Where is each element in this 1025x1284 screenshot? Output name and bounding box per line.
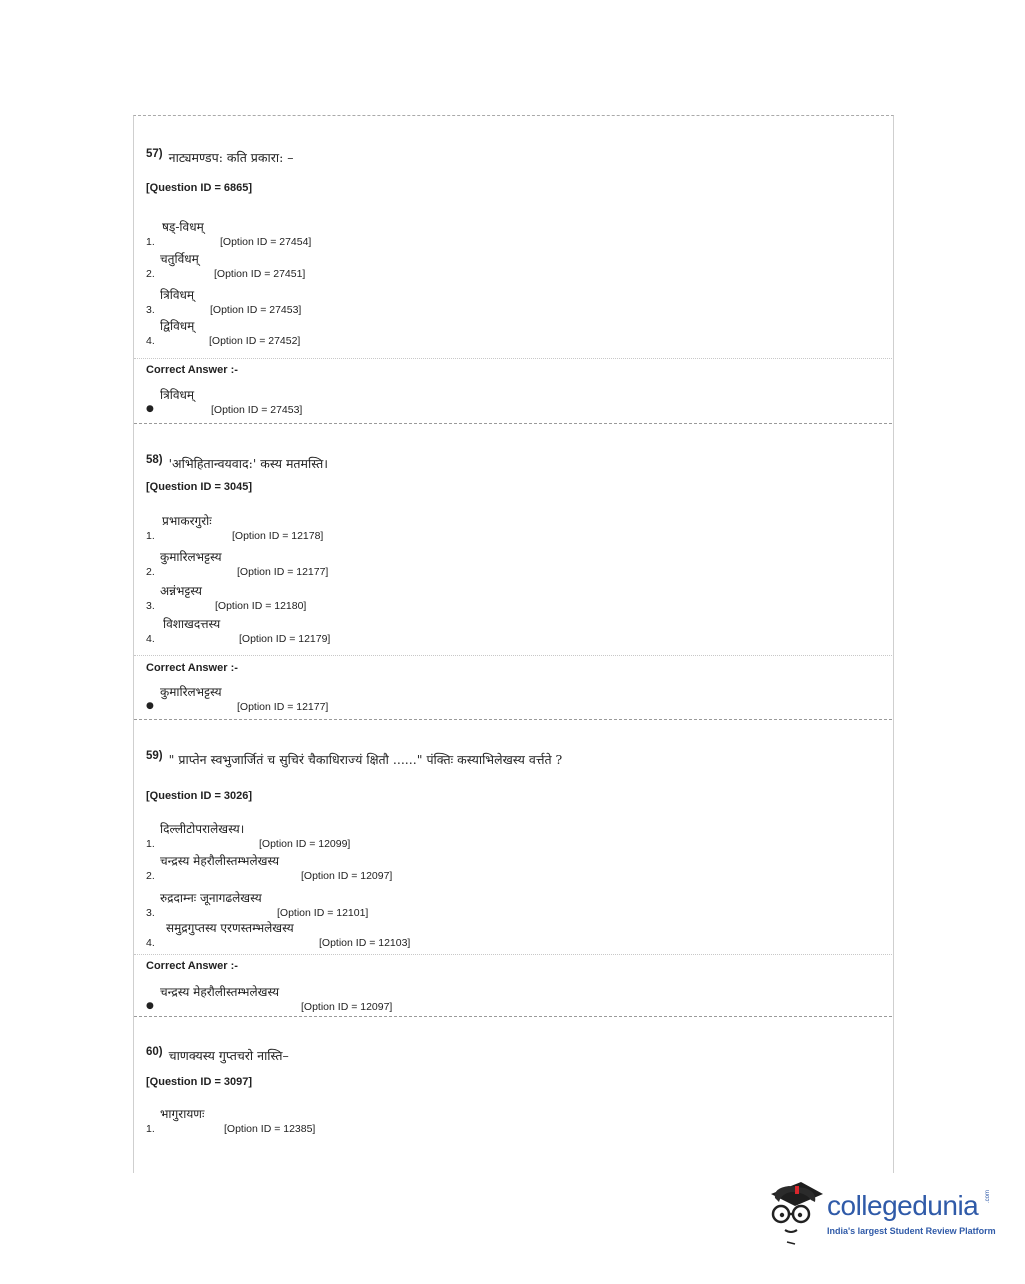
correct-answer-text: चन्द्रस्य मेहरौलीस्तम्भलेखस्य bbox=[160, 985, 280, 999]
question-separator bbox=[134, 423, 892, 424]
divider bbox=[134, 358, 892, 359]
option-2 bbox=[146, 250, 746, 280]
question-header bbox=[146, 448, 328, 471]
option-id: [Option ID = 12097] bbox=[301, 870, 393, 882]
correct-answer-text: त्रिविधम् bbox=[160, 388, 195, 402]
option-id: [Option ID = 27451] bbox=[214, 268, 306, 280]
question-text: " प्राप्तेन स्वभुजार्जितं च सुचिरं चैकाधिराज्यं क्षितौ ......" पंक्तिः कस्याभिलेखस्य वर्त्तते ? bbox=[168, 752, 563, 767]
option-text: दिल्लीटोपरालेखस्य। bbox=[160, 822, 245, 836]
question-text: 'अभिहितान्वयवाद:' कस्य मतमस्ति। bbox=[168, 456, 328, 471]
divider bbox=[134, 655, 892, 656]
correct-answer bbox=[146, 983, 746, 1013]
option-number: 1. bbox=[146, 1123, 155, 1135]
mascot-icon bbox=[765, 1178, 825, 1248]
option-number: 3. bbox=[146, 907, 155, 919]
question-text: नाट्यमण्डप: कति प्रकारा: – bbox=[168, 150, 294, 165]
option-id: [Option ID = 12103] bbox=[319, 937, 411, 949]
question-separator bbox=[134, 719, 892, 720]
correct-answer-label: Correct Answer :- bbox=[146, 662, 238, 674]
option-id: [Option ID = 12180] bbox=[215, 600, 307, 612]
logo-wordmark: collegedunia bbox=[827, 1190, 979, 1221]
question-header bbox=[146, 744, 563, 767]
option-1 bbox=[146, 218, 746, 248]
question-number: 58) bbox=[146, 454, 163, 466]
correct-answer-id: [Option ID = 12097] bbox=[301, 1001, 393, 1013]
question-number: 59) bbox=[146, 750, 163, 762]
option-id: [Option ID = 27452] bbox=[209, 335, 301, 347]
bullet-icon: ● bbox=[146, 1001, 154, 1011]
correct-answer-label: Correct Answer :- bbox=[146, 364, 238, 376]
option-1 bbox=[146, 820, 746, 850]
option-id: [Option ID = 12385] bbox=[224, 1123, 316, 1135]
option-2 bbox=[146, 852, 746, 882]
question-header bbox=[146, 1040, 289, 1063]
option-number: 4. bbox=[146, 335, 155, 347]
question-number: 57) bbox=[146, 148, 163, 160]
option-number: 4. bbox=[146, 633, 155, 645]
bullet-icon: ● bbox=[146, 701, 154, 711]
option-4 bbox=[146, 615, 746, 645]
option-number: 2. bbox=[146, 566, 155, 578]
option-number: 1. bbox=[146, 236, 155, 248]
option-text: प्रभाकरगुरोः bbox=[162, 514, 212, 528]
option-text: समुद्रगुप्तस्य एरणस्तम्भलेखस्य bbox=[166, 921, 294, 935]
correct-answer-id: [Option ID = 12177] bbox=[237, 701, 329, 713]
option-1 bbox=[146, 1105, 746, 1135]
correct-answer bbox=[146, 683, 746, 713]
option-1 bbox=[146, 512, 746, 542]
option-text: कुमारिलभट्टस्य bbox=[160, 550, 222, 564]
option-number: 3. bbox=[146, 304, 155, 316]
correct-answer-label: Correct Answer :- bbox=[146, 960, 238, 972]
option-text: भागुरायणः bbox=[160, 1107, 205, 1121]
question-id: [Question ID = 3026] bbox=[146, 790, 253, 802]
option-3 bbox=[146, 286, 746, 316]
correct-answer-id: [Option ID = 27453] bbox=[211, 404, 303, 416]
option-text: अन्नंभट्टस्य bbox=[160, 584, 202, 598]
logo-tagline: India's largest Student Review Platform bbox=[827, 1226, 996, 1236]
option-id: [Option ID = 12099] bbox=[259, 838, 351, 850]
option-number: 2. bbox=[146, 268, 155, 280]
question-id: [Question ID = 6865] bbox=[146, 182, 253, 194]
option-id: [Option ID = 12179] bbox=[239, 633, 331, 645]
option-id: [Option ID = 27454] bbox=[220, 236, 312, 248]
option-text: षड्-विधम् bbox=[162, 220, 204, 234]
option-number: 1. bbox=[146, 530, 155, 542]
collegedunia-logo bbox=[765, 1178, 995, 1248]
option-text: त्रिविधम् bbox=[160, 288, 195, 302]
option-number: 2. bbox=[146, 870, 155, 882]
correct-answer-text: कुमारिलभट्टस्य bbox=[160, 685, 222, 699]
option-id: [Option ID = 12177] bbox=[237, 566, 329, 578]
option-3 bbox=[146, 582, 746, 612]
question-header bbox=[146, 142, 294, 165]
question-id: [Question ID = 3045] bbox=[146, 481, 253, 493]
option-id: [Option ID = 12101] bbox=[277, 907, 369, 919]
option-4 bbox=[146, 317, 746, 347]
question-separator bbox=[134, 1016, 892, 1017]
option-id: [Option ID = 12178] bbox=[232, 530, 324, 542]
logo-suffix: .com bbox=[985, 1189, 991, 1203]
question-text: चाणक्यस्य गुप्तचरो नास्ति– bbox=[168, 1048, 289, 1063]
question-number: 60) bbox=[146, 1046, 163, 1058]
option-id: [Option ID = 27453] bbox=[210, 304, 302, 316]
option-number: 3. bbox=[146, 600, 155, 612]
option-text: चन्द्रस्य मेहरौलीस्तम्भलेखस्य bbox=[160, 854, 280, 868]
correct-answer bbox=[146, 386, 746, 416]
option-number: 4. bbox=[146, 937, 155, 949]
option-2 bbox=[146, 548, 746, 578]
option-text: चतुर्विधम् bbox=[160, 252, 199, 266]
option-4 bbox=[146, 919, 746, 949]
option-text: विशाखदत्तस्य bbox=[163, 617, 221, 631]
bullet-icon: ● bbox=[146, 404, 154, 414]
divider bbox=[134, 954, 892, 955]
option-3 bbox=[146, 889, 746, 919]
option-text: रुद्रदाम्नः जूनागढलेखस्य bbox=[160, 891, 262, 905]
option-number: 1. bbox=[146, 838, 155, 850]
question-id: [Question ID = 3097] bbox=[146, 1076, 253, 1088]
option-text: द्विविधम् bbox=[160, 319, 195, 333]
